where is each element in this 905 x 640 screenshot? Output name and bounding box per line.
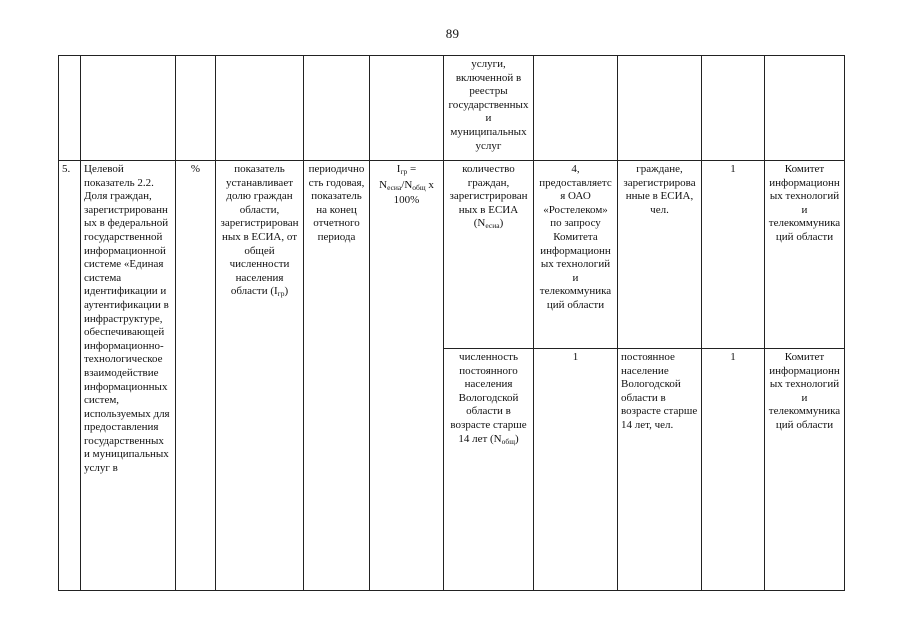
- cell-scope: [702, 56, 765, 161]
- formula-line-1: [373, 163, 440, 179]
- cell-responsible: [765, 56, 845, 161]
- component-indicator-end-1: ): [499, 217, 504, 230]
- component-indicator-text-1: количество граждан, зарегистрированных в ЕСИА (N: [449, 163, 528, 230]
- cell-periodicity: [304, 56, 370, 161]
- formula-n2-sub: общ: [412, 182, 426, 192]
- continuation-row: [59, 56, 845, 161]
- cell-name: [81, 56, 176, 161]
- indicator-row-5a: [59, 161, 845, 349]
- indicator-periodicity: периодичность годовая, показатель на конец отчетного периода: [304, 161, 370, 591]
- cell-object: [618, 56, 702, 161]
- cell-method: [534, 56, 618, 161]
- formula-slash: /: [401, 178, 405, 191]
- component-responsible-1: Комитет информационных технологий и телекоммуникаций области: [765, 161, 845, 349]
- cell-unit: [176, 56, 216, 161]
- indicator-formula: [370, 161, 444, 591]
- cell-service-registry: [444, 56, 534, 161]
- cell-definition: [216, 56, 304, 161]
- component-method-1: 4, предоставляется ОАО «Ростелеком» по запросу Комитета информационных технологий и телекоммуникаций области: [534, 161, 618, 349]
- service-registry-text: услуги, включенной в реестры государственных и муниципальных услуг: [448, 58, 529, 152]
- component-indicator-sub-2: общ: [501, 436, 515, 446]
- component-object-1: граждане, зарегистрированные в ЕСИА, чел.: [618, 161, 702, 349]
- component-indicator-1: [444, 161, 534, 349]
- component-indicator-sub-1: есиа: [485, 221, 500, 231]
- component-object-2: постоянное население Вологодской области в возрасте старше 14 лет, чел.: [618, 349, 702, 591]
- component-responsible-2: Комитет информационных технологий и телекоммуникаций области: [765, 349, 845, 591]
- definition-end: ): [284, 285, 289, 298]
- indicators-table: [58, 55, 845, 591]
- row-number: 5.: [59, 161, 81, 591]
- component-indicator-text-2: численность постоянного населения Вологодской области в возрасте старше 14 лет (N: [450, 351, 527, 445]
- formula-lhs-sub: гр: [400, 167, 408, 176]
- definition-sub: гр: [277, 289, 285, 299]
- component-indicator-2: [444, 349, 534, 591]
- cell-num: [59, 56, 81, 161]
- formula-times: x: [425, 178, 434, 191]
- component-indicator-end-2: ): [514, 432, 519, 445]
- indicator-name: Целевой показатель 2.2. Доля граждан, зарегистрированных в федеральной государственной информационной системе «Единая система идентификации и аутентификации в инфраструктуре, обеспечивающей информационно-технологическое взаимодействие информационных систем, используемых для предоставления государственных и муниципальных услуг в: [81, 161, 176, 591]
- formula-n2: N: [404, 178, 413, 191]
- formula-n1: N: [379, 178, 388, 191]
- cell-formula: [370, 56, 444, 161]
- formula-n1-sub: есиа: [387, 182, 402, 192]
- component-method-2: 1: [534, 349, 618, 591]
- component-scope-2: 1: [702, 349, 765, 591]
- component-scope-1: 1: [702, 161, 765, 349]
- indicator-definition: [216, 161, 304, 591]
- formula-line-2: [373, 179, 440, 195]
- formula-line-3: 100%: [393, 194, 420, 207]
- formula-lhs: I: [396, 163, 401, 175]
- indicator-unit: %: [176, 161, 216, 591]
- page-number: 89: [445, 26, 460, 41]
- formula-eq: =: [407, 163, 417, 175]
- definition-text: показатель устанавливает долю граждан области, зарегистрированных в ЕСИА, от общей численности населения области (I: [220, 163, 299, 298]
